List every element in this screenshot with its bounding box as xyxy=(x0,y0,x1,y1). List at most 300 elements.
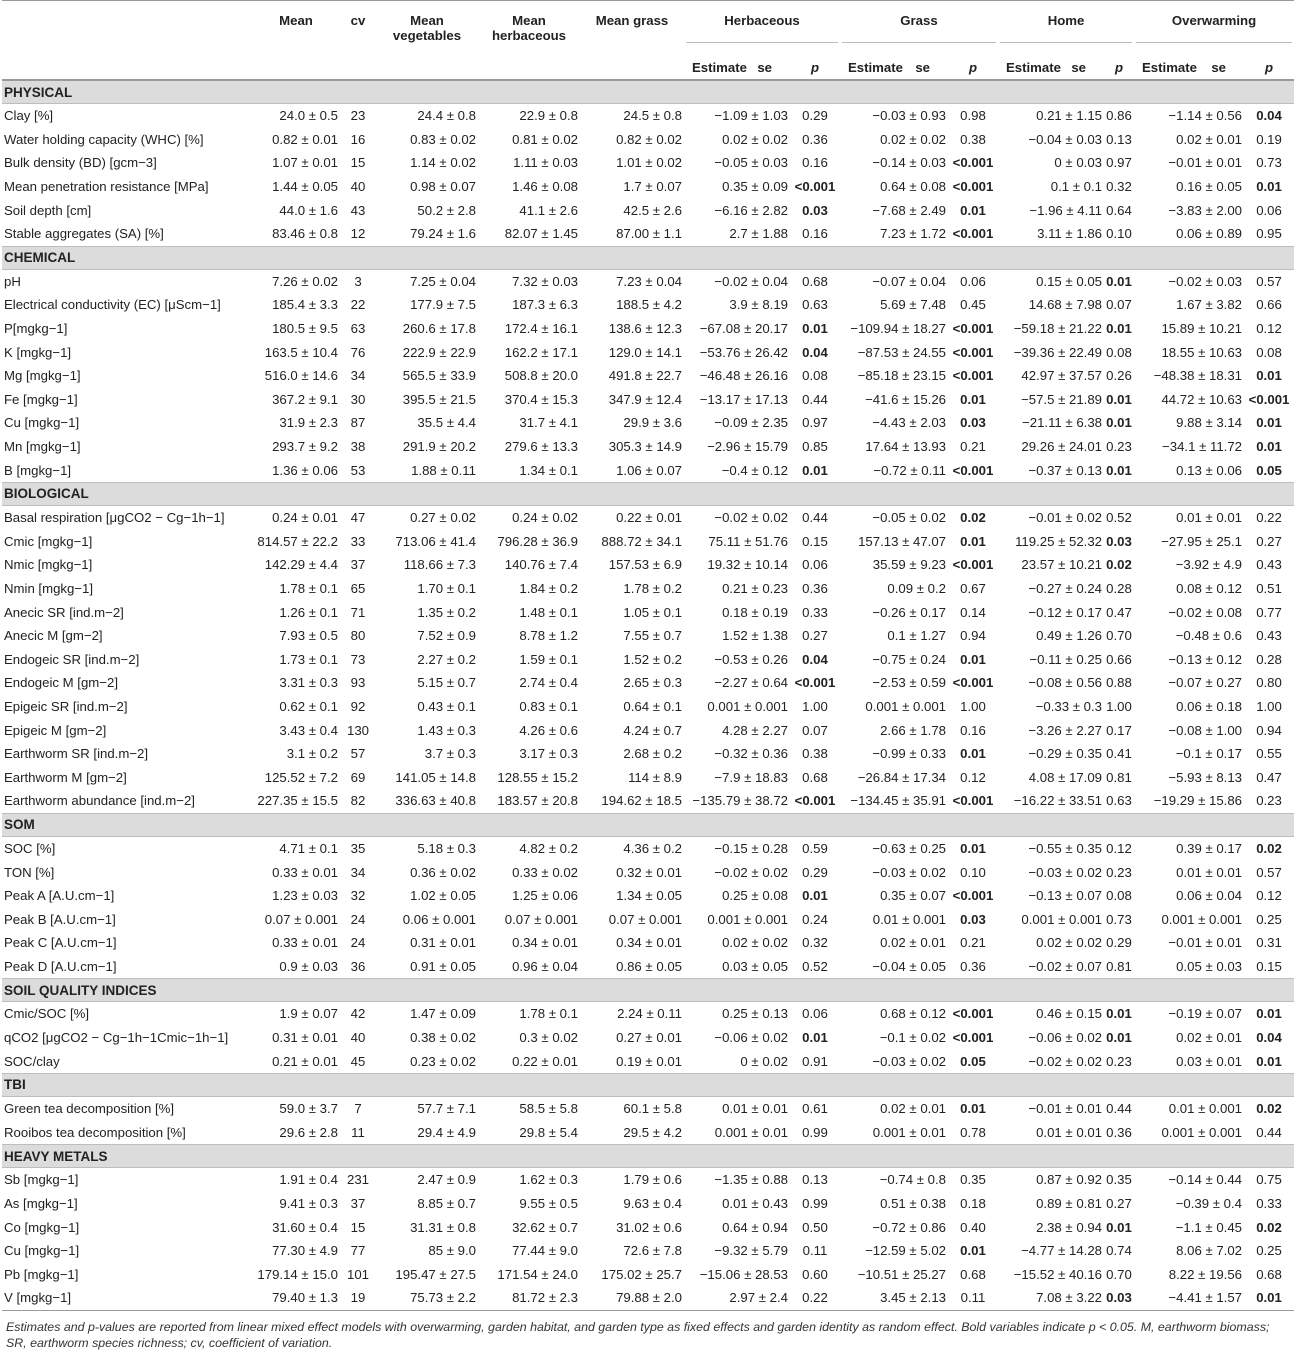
table-cell: 3.11 ± 1.86 xyxy=(1037,226,1102,242)
cv-value: 40 xyxy=(350,1030,366,1046)
table-cell: 79.88 ± 2.0 xyxy=(580,1286,684,1310)
table-row xyxy=(2,104,1294,128)
p-value: 0.12 xyxy=(960,769,986,785)
table-row xyxy=(2,1263,1294,1287)
table-cell: 3.45 ± 2.13 xyxy=(840,1286,948,1310)
p-value: 0.01 xyxy=(960,1243,986,1259)
table-cell: 31.9 ± 2.3 xyxy=(279,415,338,431)
table-row xyxy=(2,458,1294,482)
table-cell: 87.00 ± 1.1 xyxy=(616,226,682,242)
p-value: 0.25 xyxy=(1256,911,1282,927)
p-value: 0.41 xyxy=(1106,746,1132,762)
table-row xyxy=(2,742,1294,766)
subheader-blank xyxy=(478,55,580,80)
variable-name: Stable aggregates (SA) [%] xyxy=(4,226,164,242)
table-row xyxy=(2,600,1294,624)
table-cell: 17.64 ± 13.93 xyxy=(865,439,946,455)
p-value: 0.07 xyxy=(802,722,828,738)
table-cell: −15.06 ± 28.53 xyxy=(699,1266,788,1282)
p-value: 0.22 xyxy=(790,1286,840,1310)
table-cell: 336.63 ± 40.8 xyxy=(395,793,476,809)
p-value: 0.74 xyxy=(1106,1243,1132,1259)
table-body xyxy=(2,80,1294,1310)
p-value: 0.04 xyxy=(1256,1030,1282,1046)
table-cell: 7.52 ± 0.9 xyxy=(417,628,476,644)
table-cell: −0.72 ± 0.86 xyxy=(872,1219,946,1235)
table-cell: −7.68 ± 2.49 xyxy=(872,202,946,218)
table-cell: 0.27 ± 0.02 xyxy=(410,510,476,526)
table-cell: −0.01 ± 0.01 xyxy=(1028,1101,1102,1117)
p-value: 0.73 xyxy=(1256,155,1282,171)
p-value: 0.47 xyxy=(1256,769,1282,785)
table-row xyxy=(2,1049,1294,1073)
variable-name: Cu [mgkg−1] xyxy=(4,415,80,431)
table-cell: 222.9 ± 22.9 xyxy=(402,344,476,360)
cv-value: 16 xyxy=(350,131,366,147)
table-cell: 60.1 ± 5.8 xyxy=(623,1101,682,1117)
table-row xyxy=(2,435,1294,459)
table-cell: 177.9 ± 7.5 xyxy=(410,297,476,313)
table-cell: 5.18 ± 0.3 xyxy=(417,840,476,856)
variable-name: Earthworm abundance [ind.m−2] xyxy=(4,793,195,809)
table-cell: 0.64 ± 0.08 xyxy=(880,179,946,195)
table-cell: 79.40 ± 1.3 xyxy=(252,1286,340,1310)
p-value: 0.12 xyxy=(1256,321,1282,337)
table-row xyxy=(2,222,1294,246)
table-cell: 0.91 ± 0.05 xyxy=(410,958,476,974)
p-value: 0.05 xyxy=(960,1053,986,1069)
table-cell: 1.84 ± 0.2 xyxy=(519,580,578,596)
p-value: 0.01 xyxy=(960,533,986,549)
variable-name: Peak C [A.U.cm−1] xyxy=(4,935,117,951)
p-value: 0.55 xyxy=(1256,746,1282,762)
p-value: 0.36 xyxy=(802,131,828,147)
table-row xyxy=(2,1096,1294,1120)
table-cell: 0.06 ± 0.001 xyxy=(402,911,476,927)
p-value: <0.001 xyxy=(952,321,994,337)
table-cell: 888.72 ± 34.1 xyxy=(601,533,682,549)
table-cell: −0.32 ± 0.36 xyxy=(714,746,788,762)
subheader-estimate-se-overwarming xyxy=(1134,55,1244,80)
header-group-herbaceous: Herbaceous xyxy=(684,1,840,56)
variable-name: Earthworm SR [ind.m−2] xyxy=(4,746,149,762)
table-cell: −46.48 ± 26.16 xyxy=(699,368,788,384)
table-cell: −0.02 ± 0.07 xyxy=(1028,958,1102,974)
section-title: BIOLOGICAL xyxy=(2,482,1294,505)
cv-value: 34 xyxy=(350,864,366,880)
table-row xyxy=(2,1192,1294,1216)
p-value: 0.64 xyxy=(1106,202,1132,218)
table-cell: −85.18 ± 23.15 xyxy=(857,368,946,384)
table-cell: 0.32 ± 0.01 xyxy=(616,864,682,880)
cv-value: 47 xyxy=(350,510,366,526)
p-value: 0.01 xyxy=(1106,462,1132,478)
table-cell: 129.0 ± 14.1 xyxy=(608,344,682,360)
table-cell: 0.96 ± 0.04 xyxy=(512,958,578,974)
p-value: <0.001 xyxy=(952,1030,994,1046)
table-cell: 7.23 ± 1.72 xyxy=(880,226,946,242)
p-value: 0.47 xyxy=(1106,604,1132,620)
p-value: 0.05 xyxy=(1256,462,1282,478)
table-cell: 0.01 ± 0.01 xyxy=(1176,864,1243,880)
variable-name: Mg [mgkg−1] xyxy=(4,368,81,384)
table-cell: 1.47 ± 0.09 xyxy=(410,1006,476,1022)
variable-name: Sb [mgkg−1] xyxy=(4,1172,79,1188)
table-cell: −19.29 ± 15.86 xyxy=(1153,793,1243,809)
table-cell: 0.13 ± 0.06 xyxy=(1176,462,1243,478)
cv-value: 130 xyxy=(346,722,369,738)
cv-value: 35 xyxy=(350,840,366,856)
table-cell: 9.88 ± 3.14 xyxy=(1176,415,1243,431)
table-row xyxy=(2,695,1294,719)
table-cell: 44.72 ± 10.63 xyxy=(1161,391,1243,407)
table-cell: −0.03 ± 0.02 xyxy=(1028,864,1102,880)
p-value: 0.95 xyxy=(1256,226,1282,242)
cv-value: 19 xyxy=(340,1286,376,1310)
table-cell: 0.01 ± 0.01 xyxy=(1036,1124,1102,1140)
cv-value: 30 xyxy=(350,391,366,407)
p-value: 0.36 xyxy=(960,958,986,974)
p-value: 0.07 xyxy=(1106,297,1132,313)
table-cell: 0.9 ± 0.03 xyxy=(279,958,338,974)
table-cell: 2.38 ± 0.94 xyxy=(1036,1219,1102,1235)
p-value: 0.06 xyxy=(802,1006,828,1022)
variable-name: As [mgkg−1] xyxy=(4,1196,78,1212)
p-value: 0.44 xyxy=(1106,1101,1132,1117)
table-cell: 305.3 ± 14.9 xyxy=(608,439,682,455)
table-cell: −0.09 ± 2.35 xyxy=(714,415,788,431)
variable-name: B [mgkg−1] xyxy=(4,462,72,478)
table-cell: −109.94 ± 18.27 xyxy=(850,321,946,337)
p-value: 0.02 xyxy=(960,510,986,526)
table-cell: 31.31 ± 0.8 xyxy=(410,1219,476,1235)
cv-value: 32 xyxy=(350,888,366,904)
p-value: 0.01 xyxy=(802,1030,828,1046)
table-cell: −0.04 ± 0.05 xyxy=(872,958,946,974)
variable-name: Earthworm M [gm−2] xyxy=(4,769,127,785)
table-cell: 7.55 ± 0.7 xyxy=(623,628,682,644)
table-cell: 1.11 ± 0.03 xyxy=(513,155,578,171)
table-row xyxy=(2,577,1294,601)
table-cell: 119.25 ± 52.32 xyxy=(1015,533,1102,549)
table-cell: 125.52 ± 7.2 xyxy=(264,769,338,785)
p-value: 0.43 xyxy=(1256,628,1282,644)
table-cell: 9.55 ± 0.5 xyxy=(519,1196,578,1212)
table-cell: −57.5 ± 21.89 xyxy=(1021,391,1102,407)
p-value: 1.00 xyxy=(802,698,828,714)
table-row xyxy=(2,175,1294,199)
table-cell: 2.97 ± 2.4 xyxy=(684,1286,790,1310)
p-value: 0.04 xyxy=(1256,108,1282,124)
table-cell: −39.36 ± 22.49 xyxy=(1013,344,1102,360)
table-row xyxy=(2,198,1294,222)
table-cell: 227.35 ± 15.5 xyxy=(257,793,338,809)
subheader-blank xyxy=(252,55,340,80)
table-cell: −0.02 ± 0.02 xyxy=(714,510,788,526)
table-cell: 2.7 ± 1.88 xyxy=(729,226,788,242)
table-row xyxy=(2,364,1294,388)
table-cell: 0.35 ± 0.09 xyxy=(722,179,788,195)
table-cell: −21.11 ± 6.38 xyxy=(1022,415,1102,431)
p-value: 0.27 xyxy=(1106,1196,1132,1212)
variable-name: Endogeic SR [ind.m−2] xyxy=(4,651,140,667)
subheader-se: se xyxy=(915,59,930,75)
table-row xyxy=(2,836,1294,860)
p-value: 0.98 xyxy=(960,108,986,124)
table-cell: −13.17 ± 17.13 xyxy=(699,391,788,407)
p-value: 0.01 xyxy=(1256,415,1282,431)
p-value: 0.01 xyxy=(1106,1219,1132,1235)
table-cell: 142.29 ± 4.4 xyxy=(264,557,338,573)
table-cell: −1.96 ± 4.11 xyxy=(1029,202,1102,218)
table-cell: −0.04 ± 0.03 xyxy=(1028,131,1102,147)
p-value: <0.001 xyxy=(952,344,994,360)
table-row xyxy=(2,505,1294,529)
table-cell: 0.001 ± 0.01 xyxy=(714,1124,788,1140)
table-cell: 1.52 ± 1.38 xyxy=(722,628,788,644)
table-row xyxy=(2,411,1294,435)
table-cell: 814.57 ± 22.2 xyxy=(257,533,338,549)
p-value: 0.01 xyxy=(802,888,828,904)
table-cell: 5.15 ± 0.7 xyxy=(417,675,476,691)
p-value: 0.97 xyxy=(802,415,828,431)
table-cell: 85 ± 9.0 xyxy=(428,1243,476,1259)
p-value: 0.14 xyxy=(960,604,986,620)
table-cell: −0.02 ± 0.08 xyxy=(1168,604,1243,620)
table-row xyxy=(2,269,1294,293)
table-cell: −0.08 ± 0.56 xyxy=(1028,675,1102,691)
p-value: 0.08 xyxy=(1106,888,1132,904)
table-cell: −0.33 ± 0.3 xyxy=(1035,698,1102,714)
variable-name: Electrical conductivity (EC) [μScm−1] xyxy=(4,297,221,313)
table-cell: −12.59 ± 5.02 xyxy=(865,1243,946,1259)
p-value: 0.01 xyxy=(1106,415,1132,431)
table-cell: 0.16 ± 0.05 xyxy=(1176,179,1243,195)
subheader-p-grass: p xyxy=(948,55,998,80)
p-value: 0.23 xyxy=(1256,793,1282,809)
p-value: 0.01 xyxy=(1256,1053,1282,1069)
table-cell: 0.89 ± 0.81 xyxy=(1036,1196,1102,1212)
table-cell: 1.02 ± 0.05 xyxy=(410,888,476,904)
table-cell: −0.02 ± 0.02 xyxy=(1028,1053,1102,1069)
cv-value: 101 xyxy=(346,1266,369,1282)
table-cell: 75.73 ± 2.2 xyxy=(376,1286,478,1310)
cv-value: 3 xyxy=(354,273,362,289)
table-cell: 29.26 ± 24.01 xyxy=(1021,439,1102,455)
section-header-row xyxy=(2,979,1294,1002)
table-cell: −0.4 ± 0.12 xyxy=(721,462,788,478)
p-value: 0.23 xyxy=(1106,1053,1132,1069)
table-cell: −0.55 ± 0.35 xyxy=(1028,840,1102,856)
p-value: 0.31 xyxy=(1256,935,1282,951)
table-cell: 0.07 ± 0.001 xyxy=(608,911,682,927)
table-cell: 3.31 ± 0.3 xyxy=(279,675,338,691)
table-cell: 83.46 ± 0.8 xyxy=(272,226,338,242)
table-cell: 0.08 ± 0.12 xyxy=(1176,580,1243,596)
p-value: 0.01 xyxy=(1106,1006,1132,1022)
p-value: <0.001 xyxy=(952,179,994,195)
variable-name: P[mgkg−1] xyxy=(4,321,68,337)
variable-name: Cmic/SOC [%] xyxy=(4,1006,89,1022)
table-cell: −0.06 ± 0.02 xyxy=(714,1030,788,1046)
header-variable xyxy=(2,1,252,56)
p-value: 0.94 xyxy=(960,628,986,644)
table-cell: −9.32 ± 5.79 xyxy=(714,1243,788,1259)
p-value: 0.78 xyxy=(960,1124,986,1140)
table-cell: 508.8 ± 20.0 xyxy=(504,368,578,384)
cv-value: 37 xyxy=(350,1196,366,1212)
table-cell: −4.41 ± 1.57 xyxy=(1134,1286,1244,1310)
table-cell: 370.4 ± 15.3 xyxy=(504,391,578,407)
table-cell: 29.5 ± 4.2 xyxy=(623,1124,682,1140)
table-cell: 77.30 ± 4.9 xyxy=(272,1243,338,1259)
table-row xyxy=(2,931,1294,955)
table-cell: 0.22 ± 0.01 xyxy=(512,1053,578,1069)
table-cell: 3.43 ± 0.4 xyxy=(279,722,338,738)
table-cell: 1.35 ± 0.2 xyxy=(417,604,476,620)
table-cell: 0.06 ± 0.04 xyxy=(1176,888,1243,904)
table-row xyxy=(2,293,1294,317)
p-value: 0.16 xyxy=(802,226,828,242)
table-cell: 1.79 ± 0.6 xyxy=(623,1172,682,1188)
table-cell: 0.01 ± 0.001 xyxy=(1168,1101,1243,1117)
table-cell: −0.14 ± 0.44 xyxy=(1168,1172,1243,1188)
table-cell: 0.06 ± 0.18 xyxy=(1176,698,1243,714)
p-value: <0.001 xyxy=(952,226,994,242)
variable-name: Nmic [mgkg−1] xyxy=(4,557,93,573)
table-cell: 0.86 ± 0.05 xyxy=(616,958,682,974)
subheader-estimate-se-herbaceous xyxy=(684,55,790,80)
p-value: 0.35 xyxy=(960,1172,986,1188)
p-value: 0.81 xyxy=(1106,769,1132,785)
table-cell: 0.01 ± 0.01 xyxy=(722,1101,788,1117)
table-cell: −0.06 ± 0.02 xyxy=(1028,1030,1102,1046)
table-cell: 347.9 ± 12.4 xyxy=(608,391,682,407)
table-row xyxy=(2,718,1294,742)
p-value: 0.66 xyxy=(1256,297,1282,313)
table-cell: 293.7 ± 9.2 xyxy=(272,439,338,455)
cv-value: 87 xyxy=(350,415,366,431)
data-table xyxy=(2,0,1294,1311)
cv-value: 53 xyxy=(350,462,366,478)
p-value: 0.68 xyxy=(802,769,828,785)
p-value: 0.28 xyxy=(1256,651,1282,667)
p-value: 0.80 xyxy=(1256,675,1282,691)
table-row xyxy=(2,907,1294,931)
table-cell: 183.57 ± 20.8 xyxy=(497,793,578,809)
p-value: 0.77 xyxy=(1256,604,1282,620)
p-value: 0.40 xyxy=(960,1219,986,1235)
table-cell: 4.82 ± 0.2 xyxy=(519,840,578,856)
p-value: 0.15 xyxy=(802,533,828,549)
cv-value: 43 xyxy=(350,202,366,218)
variable-name: Fe [mgkg−1] xyxy=(4,391,78,407)
p-value: 0.36 xyxy=(802,580,828,596)
p-value: 0.75 xyxy=(1256,1172,1282,1188)
table-cell: 7.26 ± 0.02 xyxy=(272,273,338,289)
table-cell: −3.83 ± 2.00 xyxy=(1168,202,1243,218)
table-cell: 31.7 ± 4.1 xyxy=(519,415,578,431)
variable-name: Peak D [A.U.cm−1] xyxy=(4,958,117,974)
table-cell: −0.13 ± 0.12 xyxy=(1168,651,1243,667)
table-cell: 0.02 ± 0.02 xyxy=(722,935,788,951)
p-value: 0.44 xyxy=(802,391,828,407)
p-value: 0.32 xyxy=(1106,179,1132,195)
table-cell: 114 ± 8.9 xyxy=(628,769,682,785)
p-value: 0.29 xyxy=(802,108,828,124)
table-cell: 0.09 ± 0.2 xyxy=(887,580,946,596)
table-cell: 22.9 ± 0.8 xyxy=(519,108,578,124)
p-value: 0.43 xyxy=(1256,557,1282,573)
cv-value: 7 xyxy=(354,1101,362,1117)
cv-value: 71 xyxy=(350,604,366,620)
p-value: 0.99 xyxy=(802,1196,828,1212)
table-cell: 7.93 ± 0.5 xyxy=(279,628,338,644)
table-cell: 162.2 ± 17.1 xyxy=(504,344,578,360)
table-cell: 194.62 ± 18.5 xyxy=(601,793,682,809)
table-cell: 59.0 ± 3.7 xyxy=(279,1101,338,1117)
p-value: 0.01 xyxy=(1256,439,1282,455)
cv-value: 69 xyxy=(350,769,366,785)
p-value: <0.001 xyxy=(794,675,836,691)
table-cell: 0.07 ± 0.001 xyxy=(264,911,338,927)
table-cell: 0.001 ± 0.001 xyxy=(1161,1124,1243,1140)
table-cell: −1.35 ± 0.88 xyxy=(714,1172,788,1188)
p-value: 0.57 xyxy=(1256,864,1282,880)
table-cell: 1.78 ± 0.1 xyxy=(279,580,338,596)
table-cell: 23.57 ± 10.21 xyxy=(1021,557,1102,573)
table-row xyxy=(2,1168,1294,1192)
p-value: 0.16 xyxy=(960,722,986,738)
table-cell: 0.33 ± 0.01 xyxy=(272,864,338,880)
table-row xyxy=(2,1286,1294,1310)
table-cell: 31.60 ± 0.4 xyxy=(272,1219,338,1235)
table-cell: 1.59 ± 0.1 xyxy=(519,651,578,667)
p-value: 0.29 xyxy=(802,864,828,880)
table-row xyxy=(2,128,1294,152)
table-cell: 24.5 ± 0.8 xyxy=(623,108,682,124)
p-value: 0.29 xyxy=(1106,935,1132,951)
table-cell: 42.97 ± 37.57 xyxy=(1021,368,1102,384)
table-cell: 1.34 ± 0.05 xyxy=(616,888,682,904)
table-cell: 1.26 ± 0.1 xyxy=(279,604,338,620)
table-row xyxy=(2,1239,1294,1263)
variable-name: V [mgkg−1] xyxy=(2,1286,252,1310)
p-value: 0.01 xyxy=(1106,391,1132,407)
table-cell: 1.7 ± 0.07 xyxy=(623,179,682,195)
table-cell: 18.55 ± 10.63 xyxy=(1161,344,1243,360)
p-value: 0.70 xyxy=(1106,628,1132,644)
subheader-se: se xyxy=(1071,59,1086,75)
cv-value: 42 xyxy=(350,1006,366,1022)
table-cell: −0.12 ± 0.17 xyxy=(1028,604,1102,620)
p-value: 0.35 xyxy=(1106,1172,1132,1188)
p-value: 0.23 xyxy=(1106,864,1132,880)
table-cell: 9.63 ± 0.4 xyxy=(623,1196,682,1212)
p-value: 0.57 xyxy=(1256,273,1282,289)
p-value: <0.001 xyxy=(952,793,994,809)
p-value: 0.68 xyxy=(1256,1266,1282,1282)
table-cell: −87.53 ± 24.55 xyxy=(857,344,946,360)
table-cell: 1.06 ± 0.07 xyxy=(616,462,682,478)
table-cell: 41.1 ± 2.6 xyxy=(519,202,578,218)
subheader-blank xyxy=(2,55,252,80)
table-cell: 0.02 ± 0.01 xyxy=(1176,131,1243,147)
p-value: 0.91 xyxy=(802,1053,828,1069)
table-cell: 0.05 ± 0.03 xyxy=(1176,958,1243,974)
p-value: 0.01 xyxy=(1106,321,1132,337)
table-cell: −53.76 ± 26.42 xyxy=(699,344,788,360)
